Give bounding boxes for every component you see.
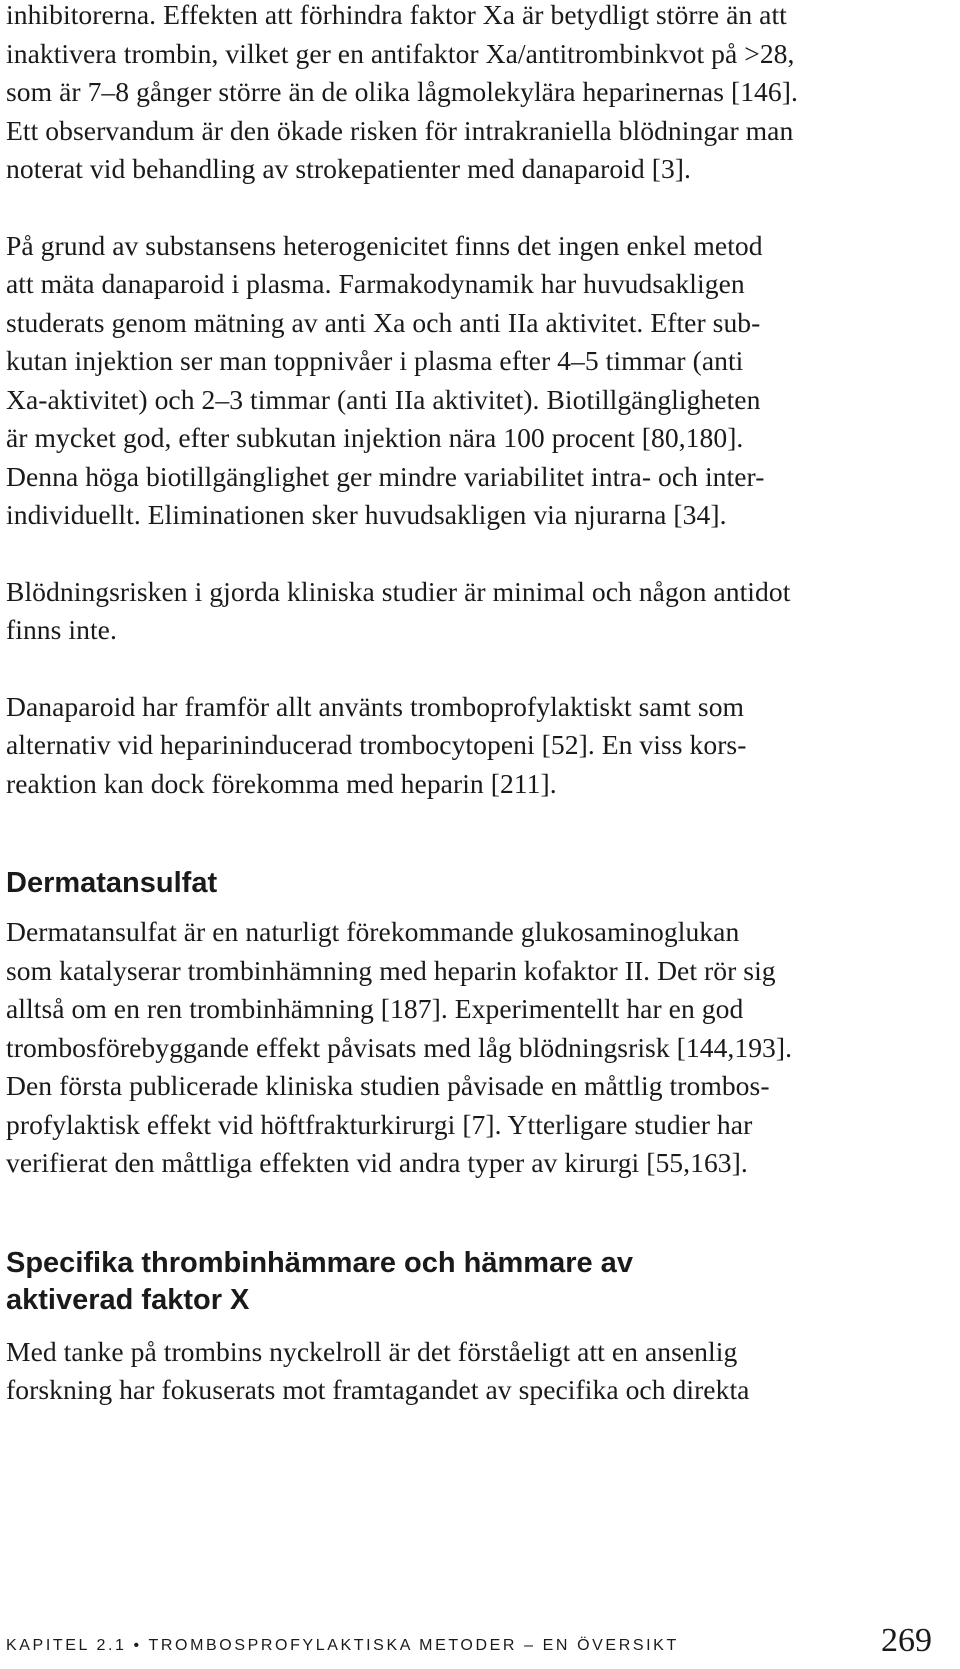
heading-text: Dermatansulfat xyxy=(6,867,218,899)
text-line: Xa-aktivitet) och 2–3 timmar (anti IIa aktivitet). Biotillgängligheten xyxy=(6,383,761,415)
text-line: noterat vid behandling av strokepatienter med danaparoid [3]. xyxy=(6,153,691,184)
section-heading-dermatansulfat xyxy=(6,865,906,902)
paragraph-dermatansulfat xyxy=(6,913,906,1183)
text-line: att mäta danaparoid i plasma. Farmakodynamik har huvudsakligen xyxy=(6,268,745,299)
heading-text: Specifika thrombinhämmare och hämmare av xyxy=(6,1246,633,1279)
text-line: inhibitorerna. Effekten att förhindra faktor Xa är betydligt större än att xyxy=(6,0,787,30)
text-line: alltså om en ren trombinhämning [187]. Experimentellt har en god xyxy=(6,993,744,1024)
text-line: Den första publicerade kliniska studien påvisade en måttlig trombos- xyxy=(6,1070,770,1101)
page-number: 269 xyxy=(881,1622,932,1659)
page-content xyxy=(6,0,906,1410)
heading-text: aktiverad faktor X xyxy=(6,1283,250,1316)
text-line: profylaktisk effekt vid höftfrakturkirurgi [7]. Ytterligare studier har xyxy=(6,1108,753,1140)
running-title: KAPITEL 2.1 • TROMBOSPROFYLAKTISKA METODER – EN ÖVERSIKT xyxy=(6,1637,679,1654)
text-line: forskning har fokuserats mot framtagandet av specifika och direkta xyxy=(6,1374,750,1405)
page-footer xyxy=(6,1622,932,1666)
text-line: trombosförebyggande effekt påvisats med låg blödningsrisk [144,193]. xyxy=(6,1031,793,1063)
text-line: inaktivera trombin, vilket ger en antifaktor Xa/antitrombinkvot på >28, xyxy=(6,37,795,69)
text-line: På grund av substansens heterogenicitet finns det ingen enkel metod xyxy=(6,229,763,261)
text-line: reaktion kan dock förekomma med heparin [211]. xyxy=(6,767,557,799)
text-line: Dermatansulfat är en naturligt förekommande glukosaminoglukan xyxy=(6,916,740,947)
text-line: Med tanke på trombins nyckelroll är det förståeligt att en ansenlig xyxy=(6,1335,738,1367)
text-line: verifierat den måttliga effekten vid andra typer av kirurgi [55,163]. xyxy=(6,1147,748,1178)
text-line: Denna höga biotillgänglighet ger mindre variabilitet intra- och inter- xyxy=(6,460,765,492)
paragraph-danaparoid-use xyxy=(6,688,906,804)
text-line: är mycket god, efter subkutan injektion nära 100 procent [80,180]. xyxy=(6,422,744,453)
text-line: som är 7–8 gånger större än de olika lågmolekylära heparinernas [146]. xyxy=(6,76,798,107)
text-line: finns inte. xyxy=(6,614,117,645)
text-line: Danaparoid har framför allt använts tromboprofylaktiskt samt som xyxy=(6,690,745,722)
text-line: alternativ vid heparininducerad trombocytopeni [52]. En viss kors- xyxy=(6,729,747,760)
text-line: Blödningsrisken i gjorda kliniska studier är minimal och någon antidot xyxy=(6,575,791,607)
text-line: Ett observandum är den ökade risken för intrakraniella blödningar man xyxy=(6,114,794,146)
paragraph-pharmacodynamics xyxy=(6,227,906,535)
text-line: som katalyserar trombinhämning med heparin kofaktor II. Det rör sig xyxy=(6,954,776,986)
section-heading-specific-inhibitors xyxy=(6,1245,906,1319)
text-line: studerats genom mätning av anti Xa och anti IIa aktivitet. Efter sub- xyxy=(6,306,761,338)
text-line: individuellt. Eliminationen sker huvudsakligen via njurarna [34]. xyxy=(6,499,727,530)
paragraph-danaparoid-effect xyxy=(6,0,906,189)
paragraph-thrombin-role xyxy=(6,1333,906,1410)
text-line: kutan injektion ser man toppnivåer i plasma efter 4–5 timmar (anti xyxy=(6,345,744,376)
paragraph-bleeding-risk xyxy=(6,573,906,650)
